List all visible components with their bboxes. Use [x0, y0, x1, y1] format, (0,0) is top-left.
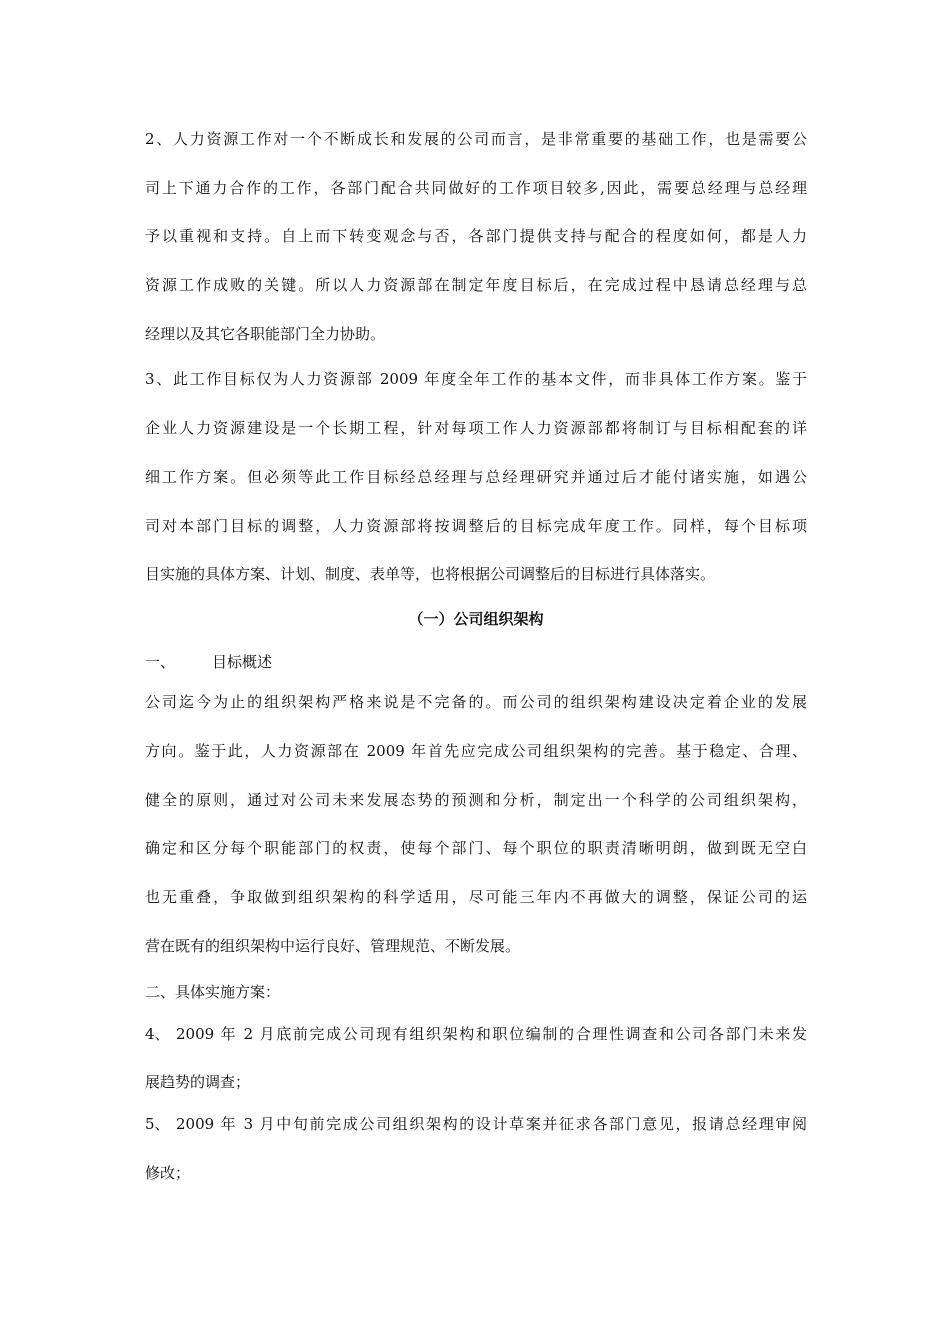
para3-line-4: 司对本部门目标的调整，人力资源部将按调整后的目标完成年度工作。同样，每个目标项 — [145, 517, 807, 535]
para2-line-2: 司上下通力合作的工作，各部门配合共同做好的工作项目较多,因此，需要总经理与总经理 — [145, 179, 807, 197]
plan-label: 二、具体实施方案： — [145, 983, 281, 1001]
overview-line-1: 公司迄今为止的组织架构严格来说是不完备的。而公司的组织架构建设决定着企业的发展 — [145, 693, 807, 711]
overview-line-5: 也无重叠，争取做到组织架构的科学适用，尽可能三年内不再做大的调整，保证公司的运 — [145, 888, 807, 906]
overview-line-6: 营在既有的组织架构中运行良好、管理规范、不断发展。 — [145, 937, 521, 955]
overview-number: 一、 — [145, 653, 176, 671]
plan-item-4-line-2: 展趋势的调查； — [145, 1073, 251, 1091]
overview-line-2: 方向。鉴于此，人力资源部在 2009 年首先应完成公司组织架构的完善。基于稳定、合理、 — [145, 742, 807, 760]
plan-item-5-number: 5、 — [145, 1115, 170, 1133]
overview-line-3: 健全的原则，通过对公司未来发展态势的预测和分析，制定出一个科学的公司组织架构， — [145, 791, 807, 809]
overview-label: 目标概述 — [212, 653, 273, 671]
para2-line-5: 经理以及其它各职能部门全力协助。 — [145, 325, 386, 343]
para3-line-2: 企业人力资源建设是一个长期工程，针对每项工作人力资源部都将制订与目标相配套的详 — [145, 419, 807, 437]
plan-item-5-line-2: 修改； — [145, 1164, 191, 1182]
para3-line-1: 3、此工作目标仅为人力资源部 2009 年度全年工作的基本文件，而非具体工作方案。鉴于 — [145, 370, 807, 388]
para3-line-5: 目实施的具体方案、计划、制度、表单等，也将根据公司调整后的目标进行具体落实。 — [145, 565, 716, 583]
section-heading: （一）公司组织架构 — [408, 610, 544, 628]
para2-line-3: 予以重视和支持。自上而下转变观念与否，各部门提供支持与配合的程度如何，都是人力 — [145, 227, 807, 245]
plan-item-4-number: 4、 — [145, 1025, 170, 1043]
para2-line-1: 2、人力资源工作对一个不断成长和发展的公司而言，是非常重要的基础工作，也是需要公 — [145, 130, 807, 148]
overview-line-4: 确定和区分每个职能部门的权责，使每个部门、每个职位的职责清晰明朗，做到既无空白 — [145, 839, 807, 857]
plan-item-4-line-1: 2009 年 2 月底前完成公司现有组织架构和职位编制的合理性调查和公司各部门未来发 — [176, 1025, 807, 1043]
para2-line-4: 资源工作成败的关键。所以人力资源部在制定年度目标后，在完成过程中恳请总经理与总 — [145, 276, 807, 294]
para3-line-3: 细工作方案。但必须等此工作目标经总经理与总经理研究并通过后才能付诸实施，如遇公 — [145, 468, 807, 486]
plan-item-5-line-1: 2009 年 3 月中旬前完成公司组织架构的设计草案并征求各部门意见，报请总经理审阅 — [176, 1115, 807, 1133]
